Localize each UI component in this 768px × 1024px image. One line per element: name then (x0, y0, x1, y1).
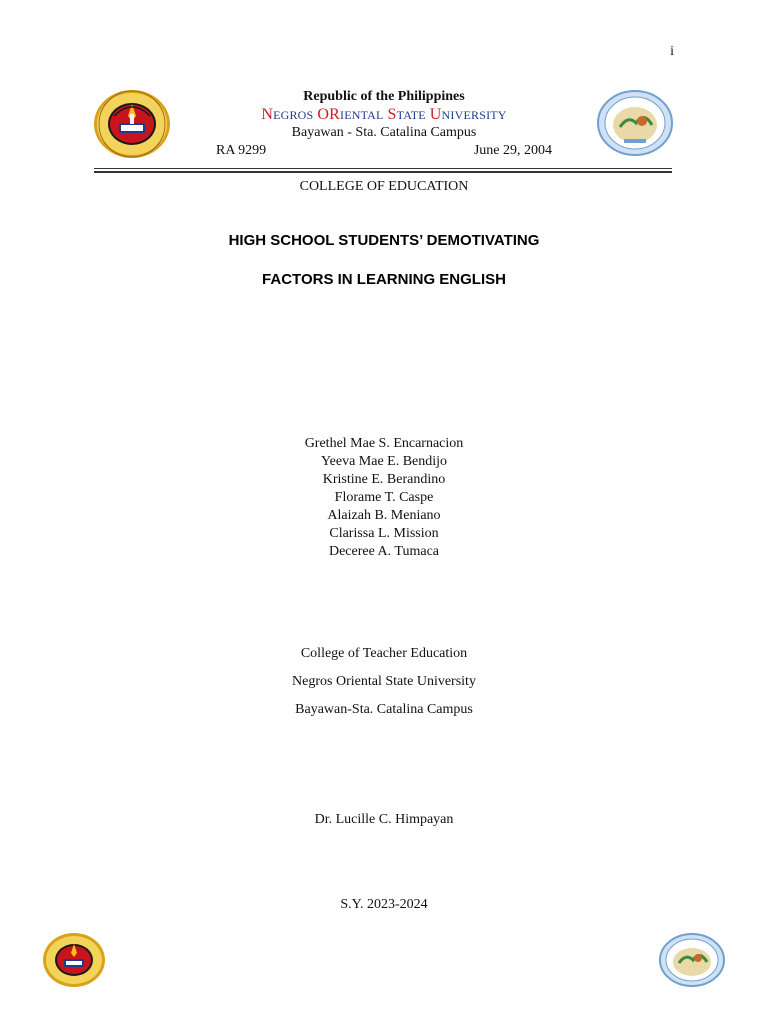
university-name-word: NEGROS (261, 106, 314, 123)
institution-university: Negros Oriental State University (292, 674, 476, 689)
author-name: Grethel Mae S. Encarnacion (304, 436, 464, 451)
author-list (0, 435, 768, 561)
republic-act-number: RA 9299 (216, 143, 267, 158)
page-number: i (670, 44, 674, 59)
thesis-title-line-1: HIGH SCHOOL STUDENTS’ DEMOTIVATING (228, 232, 540, 249)
institution-college: College of Teacher Education (300, 646, 468, 661)
founding-date: June 29, 2004 (473, 143, 552, 158)
author-name: Alaizah B. Meniano (327, 508, 441, 523)
author-name: Florame T. Caspe (334, 490, 434, 505)
school-year: S.Y. 2023-2024 (340, 897, 428, 912)
university-name-word: ORIENTAL (317, 106, 384, 123)
university-name-word: UNIVERSITY (429, 106, 507, 123)
author-name: Clarissa L. Mission (329, 526, 439, 541)
college-label: COLLEGE OF EDUCATION (299, 179, 469, 194)
author-name: Yeeva Mae E. Bendijo (320, 454, 448, 469)
header-rule-top (94, 168, 672, 169)
header-rule-bottom (94, 171, 672, 173)
university-name-word: STATE (387, 106, 426, 123)
college-of-education-seal-footer-icon (658, 932, 726, 988)
republic-heading: Republic of the Philippines (303, 89, 465, 104)
thesis-title-line-2: FACTORS IN LEARNING ENGLISH (262, 271, 506, 288)
campus-line: Bayawan - Sta. Catalina Campus (291, 125, 477, 140)
institution-campus: Bayawan-Sta. Catalina Campus (295, 702, 473, 717)
university-seal-footer-icon (42, 932, 106, 988)
university-name (0, 106, 768, 124)
adviser-name: Dr. Lucille C. Himpayan (314, 812, 454, 827)
author-name: Kristine E. Berandino (322, 472, 446, 487)
author-name: Deceree A. Tumaca (328, 544, 440, 559)
